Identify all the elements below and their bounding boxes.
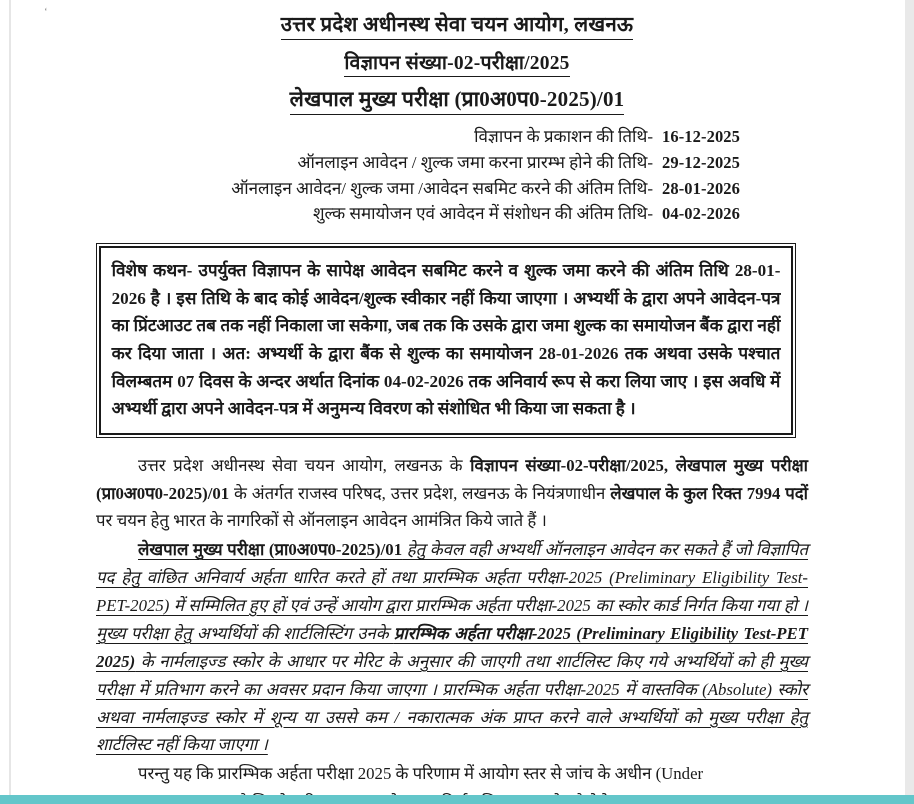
date-label: ऑनलाइन आवेदन / शुल्क जमा करना प्रारम्भ होने की तिथि- [297,152,653,172]
date-row [0,176,778,202]
para1-seg-a: उत्तर प्रदेश अधीनस्थ सेवा चयन आयोग, लखनऊ के [138,455,471,475]
key-dates-list [0,124,914,227]
paragraph-eligibility [96,536,808,759]
advertisement-number: विज्ञापन संख्या-02-परीक्षा/2025 [344,48,569,77]
date-value: 28-01-2026 [662,178,740,198]
scan-artifact-speck: ʻ [44,6,48,18]
bottom-accent-bar [0,795,914,804]
para2-exam-ref: लेखपाल मुख्य परीक्षा (प्रा0अ0प0-2025)/01 [138,540,403,560]
para3-text: परन्तु यह कि प्रारम्भिक अर्हता परीक्षा 2025 के परिणाम में आयोग स्तर से जांच के अधीन (Under [138,764,704,784]
date-value: 16-12-2025 [662,127,740,146]
para2-tail: के नार्मलाइज्ड स्कोर के आधार पर मेरिट के अनुसार की जाएगी तथा शार्टलिस्ट किए गये अभ्यर्थियों को ही मुख्य परीक्षा में प्रतिभाग करने का अवसर प्रदान किया जाएगा । प्रारम्भिक अर्हता परीक्षा-2025 में वास्तविक (Absolute) स्कोर अथवा नार्मलाइज्ड स्कोर में शून्य या उससे कम / नकारात्मक अंक प्राप्त करने वाले अभ्यर्थियों को मुख्य परीक्षा हेतु शार्टलिस्ट नहीं किया जाएगा । [96,651,808,755]
para1-seg-e: पर चयन हेतु भारत के नागरिकों से ऑनलाइन आवेदन आमंत्रित किये जाते हैं । [96,511,547,531]
date-row [0,201,778,227]
date-value: 29-12-2025 [662,152,740,172]
special-note-box-inner [99,246,794,435]
heading-block-2 [0,40,914,77]
date-row [0,124,778,150]
special-note-box [96,243,796,437]
para1-seg-c: के अंतर्गत राजस्व परिषद, उत्तर प्रदेश, लखनऊ के नियंत्रणाधीन [229,483,611,503]
date-label: ऑनलाइन आवेदन/ शुल्क जमा /आवेदन सबमिट करने की अंतिम तिथि- [231,178,653,198]
page-title-organisation: उत्तर प्रदेश अधीनस्थ सेवा चयन आयोग, लखनऊ [281,10,633,40]
paragraph-under-investigation [96,760,808,788]
para1-vacancy-count: लेखपाल के कुल रिक्त 7994 पदों [610,483,808,503]
paragraph-vacancy-intro [96,452,808,536]
para2-pet-ref: प्रारम्भिक अर्हता परीक्षा-2025 (Preliminary Eligibility Test-PET 2025) [96,623,808,671]
special-note-text: विशेष कथन- उपर्युक्त विज्ञापन के सापेक्ष आवेदन सबमिट करने व शुल्क जमा करने की अंतिम तिथि 28-01-2026 है । इस तिथि के बाद कोई आवेदन/शुल्क स्वीकार नहीं किया जाएगा । अभ्यर्थी के द्वारा अपने आवेदन-पत्र का प्रिंटआउट तब तक नहीं निकाला जा सकेगा, जब तक कि उसके द्वारा जमा शुल्क का समायोजन बैंक द्वारा नहीं कर दिया जाता । अत: अभ्यर्थी के द्वारा बैंक से शुल्क का समायोजन 28-01-2026 तक अथवा उसके पश्चात विलम्बतम 07 दिवस के अन्दर अर्थात दिनांक 04-02-2026 तक अनिवार्य रूप से करा लिया जाए । इस अवधि में अभ्यर्थी द्वारा अपने आवेदन-पत्र में अनुमन्य विवरण को संशोधित भी किया जा सकता है । [111,260,781,419]
heading-block-3 [0,77,914,115]
body-text-block [96,452,808,804]
date-label: शुल्क समायोजन एवं आवेदन में संशोधन की अंतिम तिथि- [312,204,653,224]
date-row [0,150,778,176]
para2-body: हेतु केवल वही अभ्यर्थी ऑनलाइन आवेदन कर सकते हैं जो विज्ञापित पद हेतु वांछित अनिवार्य अर्हता धारित करते हों तथा प्रारम्भिक अर्हता परीक्षा-2025 (Preliminary Eligibility Test- PET-2025) में सम्मिलित हुए हों एवं उन्हें आयोग द्वारा प्रारम्भिक अर्हता परीक्षा-2025 का स्कोर कार्ड निर्गत किया गया हो । मुख्य परीक्षा हेतु अभ्यर्थियों की शार्टलिस्टिंग उनके [96,540,809,643]
exam-name: लेखपाल मुख्य परीक्षा (प्रा0अ0प0-2025)/01 [290,85,625,115]
para1-advertisement-ref: विज्ञापन संख्या-02-परीक्षा/2025, लेखपाल मुख्य परीक्षा (प्रा0अ0प0-2025)/01 [96,455,808,503]
date-label: विज्ञापन के प्रकाशन की तिथि- [474,127,653,146]
date-value: 04-02-2026 [662,204,740,224]
heading-block [0,0,914,40]
